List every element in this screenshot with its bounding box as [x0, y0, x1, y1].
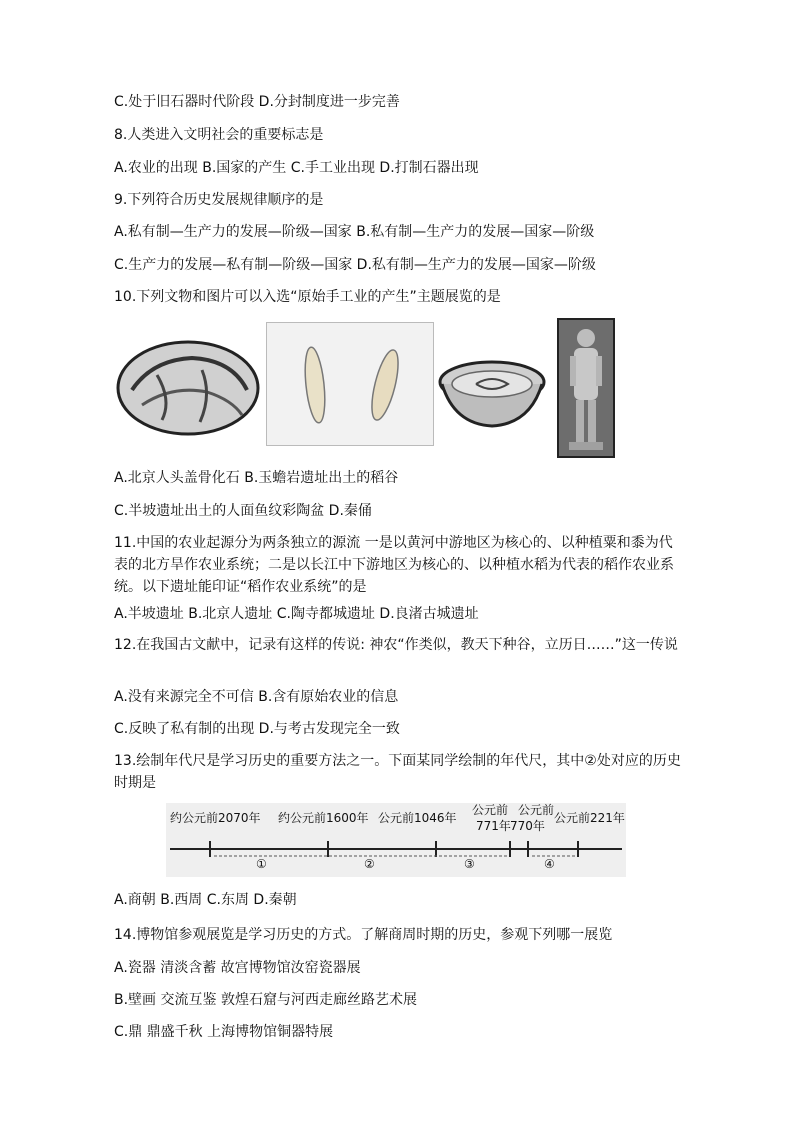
painted-pottery-basin-image [436, 350, 548, 430]
q9-stem: 9.下列符合历史发展规律顺序的是 [114, 192, 324, 208]
timeline-label-771-prefix: 公元前 [472, 803, 509, 817]
q9-options-cd: C.生产力的发展—私有制—阶级—国家 D.私有制—生产力的发展—国家—阶级 [114, 257, 596, 273]
skull-fossil-image [112, 330, 262, 442]
q13-stem: 13.绘制年代尺是学习历史的重要方法之一。下面某同学绘制的年代尺，其中②处对应的历史时期是 [114, 753, 681, 791]
timeline-label-771: 771年 [476, 819, 511, 833]
terracotta-warrior-image [557, 318, 615, 458]
timeline-label-2070: 约公元前2070年 [170, 811, 261, 825]
q14-option-c: C.鼎 鼎盛千秋 上海博物馆铜器特展 [114, 1024, 334, 1040]
q7-option-cd: C.处于旧石器时代阶段 D.分封制度进一步完善 [114, 94, 400, 110]
q8-options: A.农业的出现 B.国家的产生 C.手工业出现 D.打制石器出现 [114, 160, 479, 176]
q11-stem: 11.中国的农业起源分为两条独立的源流 一是以黄河中游地区为核心的、以种植粟和黍为代表的北方旱作农业系统；二是以长江中下游地区为核心的、以种植水稻为代表的稻作农业系统。以下遗址能印证“稻作农业系统”的是 [114, 535, 674, 595]
q12-options-ab: A.没有来源完全不可信 B.含有原始农业的信息 [114, 689, 399, 705]
q14-option-b: B.壁画 交流互鉴 敦煌石窟与河西走廊丝路艺术展 [114, 992, 417, 1008]
timeline-figure [166, 803, 626, 877]
q10-stem: 10.下列文物和图片可以入选“原始手工业的产生”主题展览的是 [114, 289, 501, 305]
timeline-segment-2: ② [364, 857, 375, 871]
q8-stem: 8.人类进入文明社会的重要标志是 [114, 127, 324, 143]
rice-grain-image [266, 322, 434, 446]
q13-options: A.商朝 B.西周 C.东周 D.秦朝 [114, 892, 297, 908]
q12-options-cd: C.反映了私有制的出现 D.与考古发现完全一致 [114, 721, 400, 737]
q12-stem: 12.在我国古文献中，记录有这样的传说: 神农“作类似，教天下种谷，立历日……”这一传说 [114, 637, 678, 653]
q14-stem: 14.博物馆参观展览是学习历史的方式。了解商周时期的历史，参观下列哪一展览 [114, 927, 613, 943]
timeline-label-1600: 约公元前1600年 [278, 811, 369, 825]
q9-options-ab: A.私有制—生产力的发展—阶级—国家 B.私有制—生产力的发展—国家—阶级 [114, 224, 595, 240]
q10-options-ab: A.北京人头盖骨化石 B.玉蟾岩遗址出土的稻谷 [114, 470, 399, 486]
timeline-segment-4: ④ [544, 857, 555, 871]
timeline-label-770-prefix: 公元前 [518, 803, 555, 817]
q14-option-a: A.瓷器 清淡含蓄 故宫博物馆汝窑瓷器展 [114, 960, 361, 976]
timeline-label-1046: 公元前1046年 [378, 811, 457, 825]
timeline-label-770: 770年 [510, 819, 545, 833]
timeline-segment-3: ③ [464, 857, 475, 871]
q10-options-cd: C.半坡遗址出土的人面鱼纹彩陶盆 D.秦俑 [114, 503, 372, 519]
q11-options: A.半坡遗址 B.北京人遗址 C.陶寺都城遗址 D.良渚古城遗址 [114, 606, 479, 622]
timeline-label-221: 公元前221年 [554, 811, 625, 825]
timeline-segment-1: ① [256, 857, 267, 871]
